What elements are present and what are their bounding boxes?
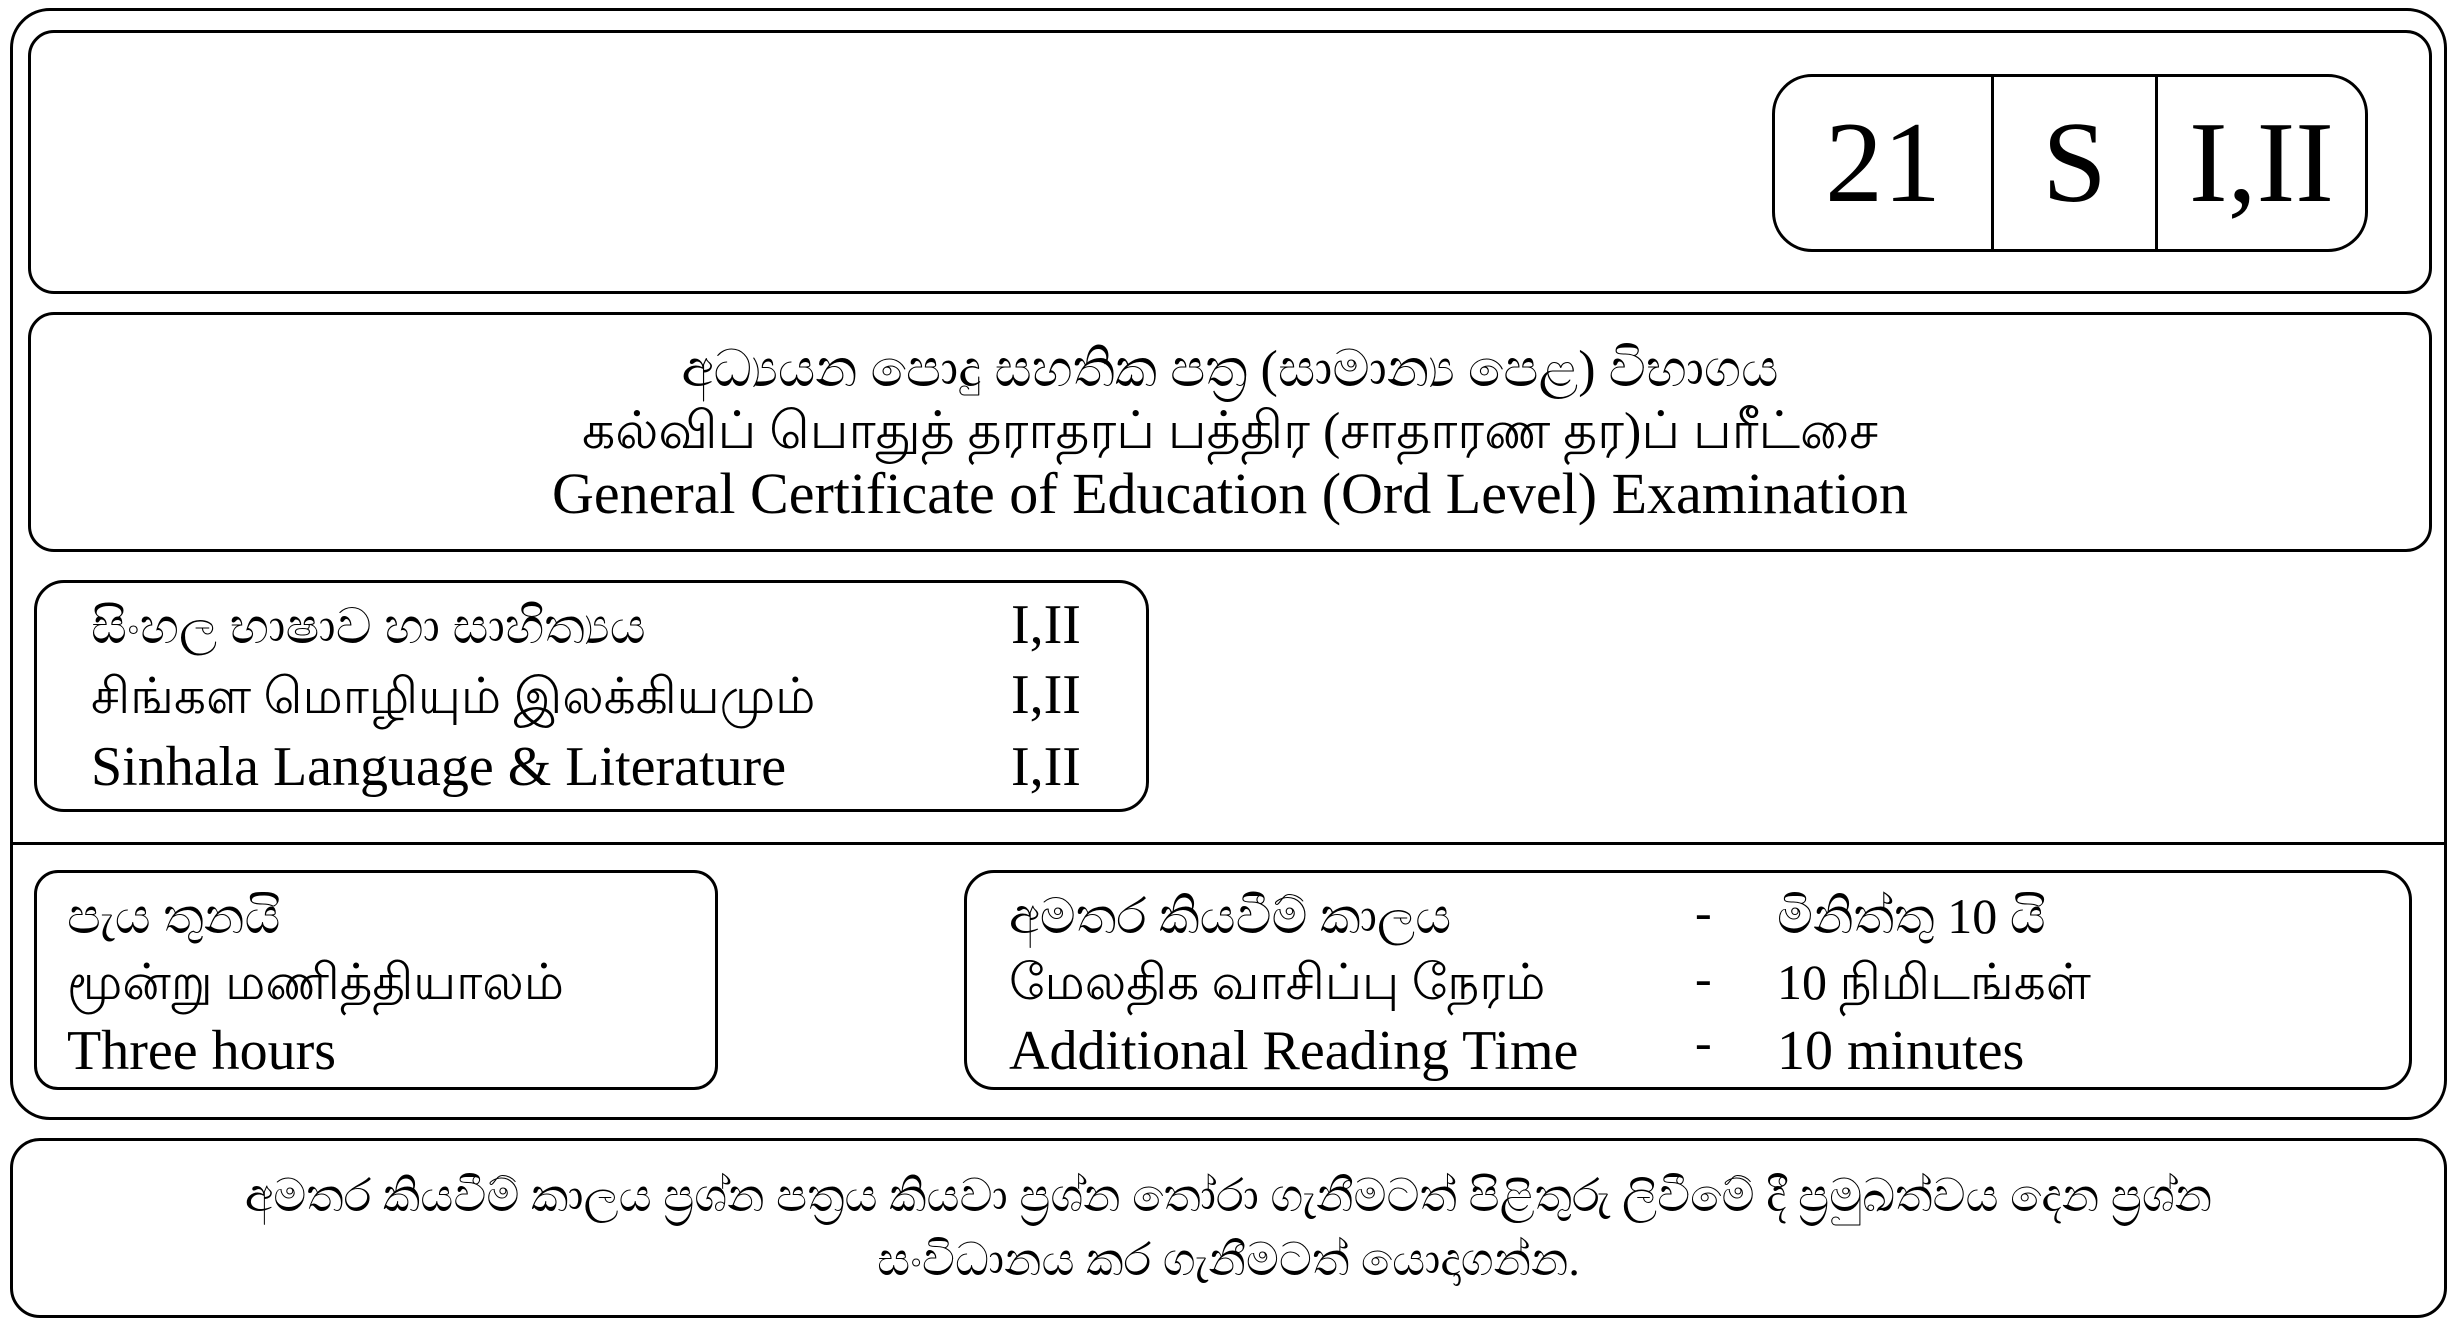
subject-sinhala: සිංහල භාෂාව හා සාහිත්‍යය <box>91 598 646 654</box>
subject-parts-sinhala: I,II <box>1011 594 1081 656</box>
paper-code-box <box>1772 74 2368 252</box>
reading-value-tamil: 10 நிமிடங்கள் <box>1777 954 2091 1010</box>
subject-parts-tamil: I,II <box>1011 664 1081 726</box>
exam-title-box <box>28 312 2432 552</box>
paper-parts: I,II <box>2189 98 2334 227</box>
reading-time-box <box>964 870 2412 1090</box>
notice-line-1: අමතර කියවීම් කාලය ප්‍රශ්න පත්‍රය කියවා ප්‍රශ්න තෝරා ගැනීමටත් පිළිතුරු ලිවීමේ දී ප්‍රමුඛත්වය දෙන ප්‍රශ්න <box>244 1170 2213 1221</box>
exam-title-english: General Certificate of Education (Ord Level) Examination <box>552 461 1908 526</box>
duration-english: Three hours <box>67 1020 337 1082</box>
reading-label-tamil: மேலதிக வாசிப்பு நேரம் <box>1009 954 1546 1010</box>
reading-dash-2: - <box>1695 950 1712 1006</box>
exam-title-tamil: கல்விப் பொதுத் தராதரப் பத்திர (சாதாரண தர)ப் பரீட்சை <box>582 403 1878 460</box>
reading-value-sinhala: මිනිත්තු 10 යි <box>1777 888 2046 944</box>
reading-value-english: 10 minutes <box>1777 1020 2025 1082</box>
reading-label-english: Additional Reading Time <box>1009 1020 1579 1082</box>
duration-box <box>34 870 718 1090</box>
subject-english: Sinhala Language & Literature <box>91 736 787 798</box>
paper-number: 21 <box>1775 77 1994 249</box>
duration-tamil: மூன்று மணித்தியாலம் <box>67 954 565 1010</box>
reading-dash-3: - <box>1695 1014 1712 1070</box>
subject-parts-english: I,II <box>1011 736 1081 798</box>
reading-time-notice <box>10 1138 2447 1318</box>
exam-title-sinhala: අධ්‍යයන පොදු සහතික පත්‍ර (සාමාන්‍ය පෙළ) විභාගය <box>681 341 1779 398</box>
reading-label-sinhala: අමතර කියවීම් කාලය <box>1009 888 1452 944</box>
reading-dash-1: - <box>1695 884 1712 940</box>
subject-tamil: சிங்கள மொழியும் இலக்கியமும் <box>91 668 816 724</box>
subject-box <box>34 580 1149 812</box>
duration-sinhala: පැය තුනයි <box>67 888 281 944</box>
notice-line-2: සංවිධානය කර ගැනීමටත් යොදාගන්න. <box>877 1234 1580 1285</box>
section-divider <box>10 842 2447 845</box>
paper-medium: S <box>1994 77 2158 249</box>
